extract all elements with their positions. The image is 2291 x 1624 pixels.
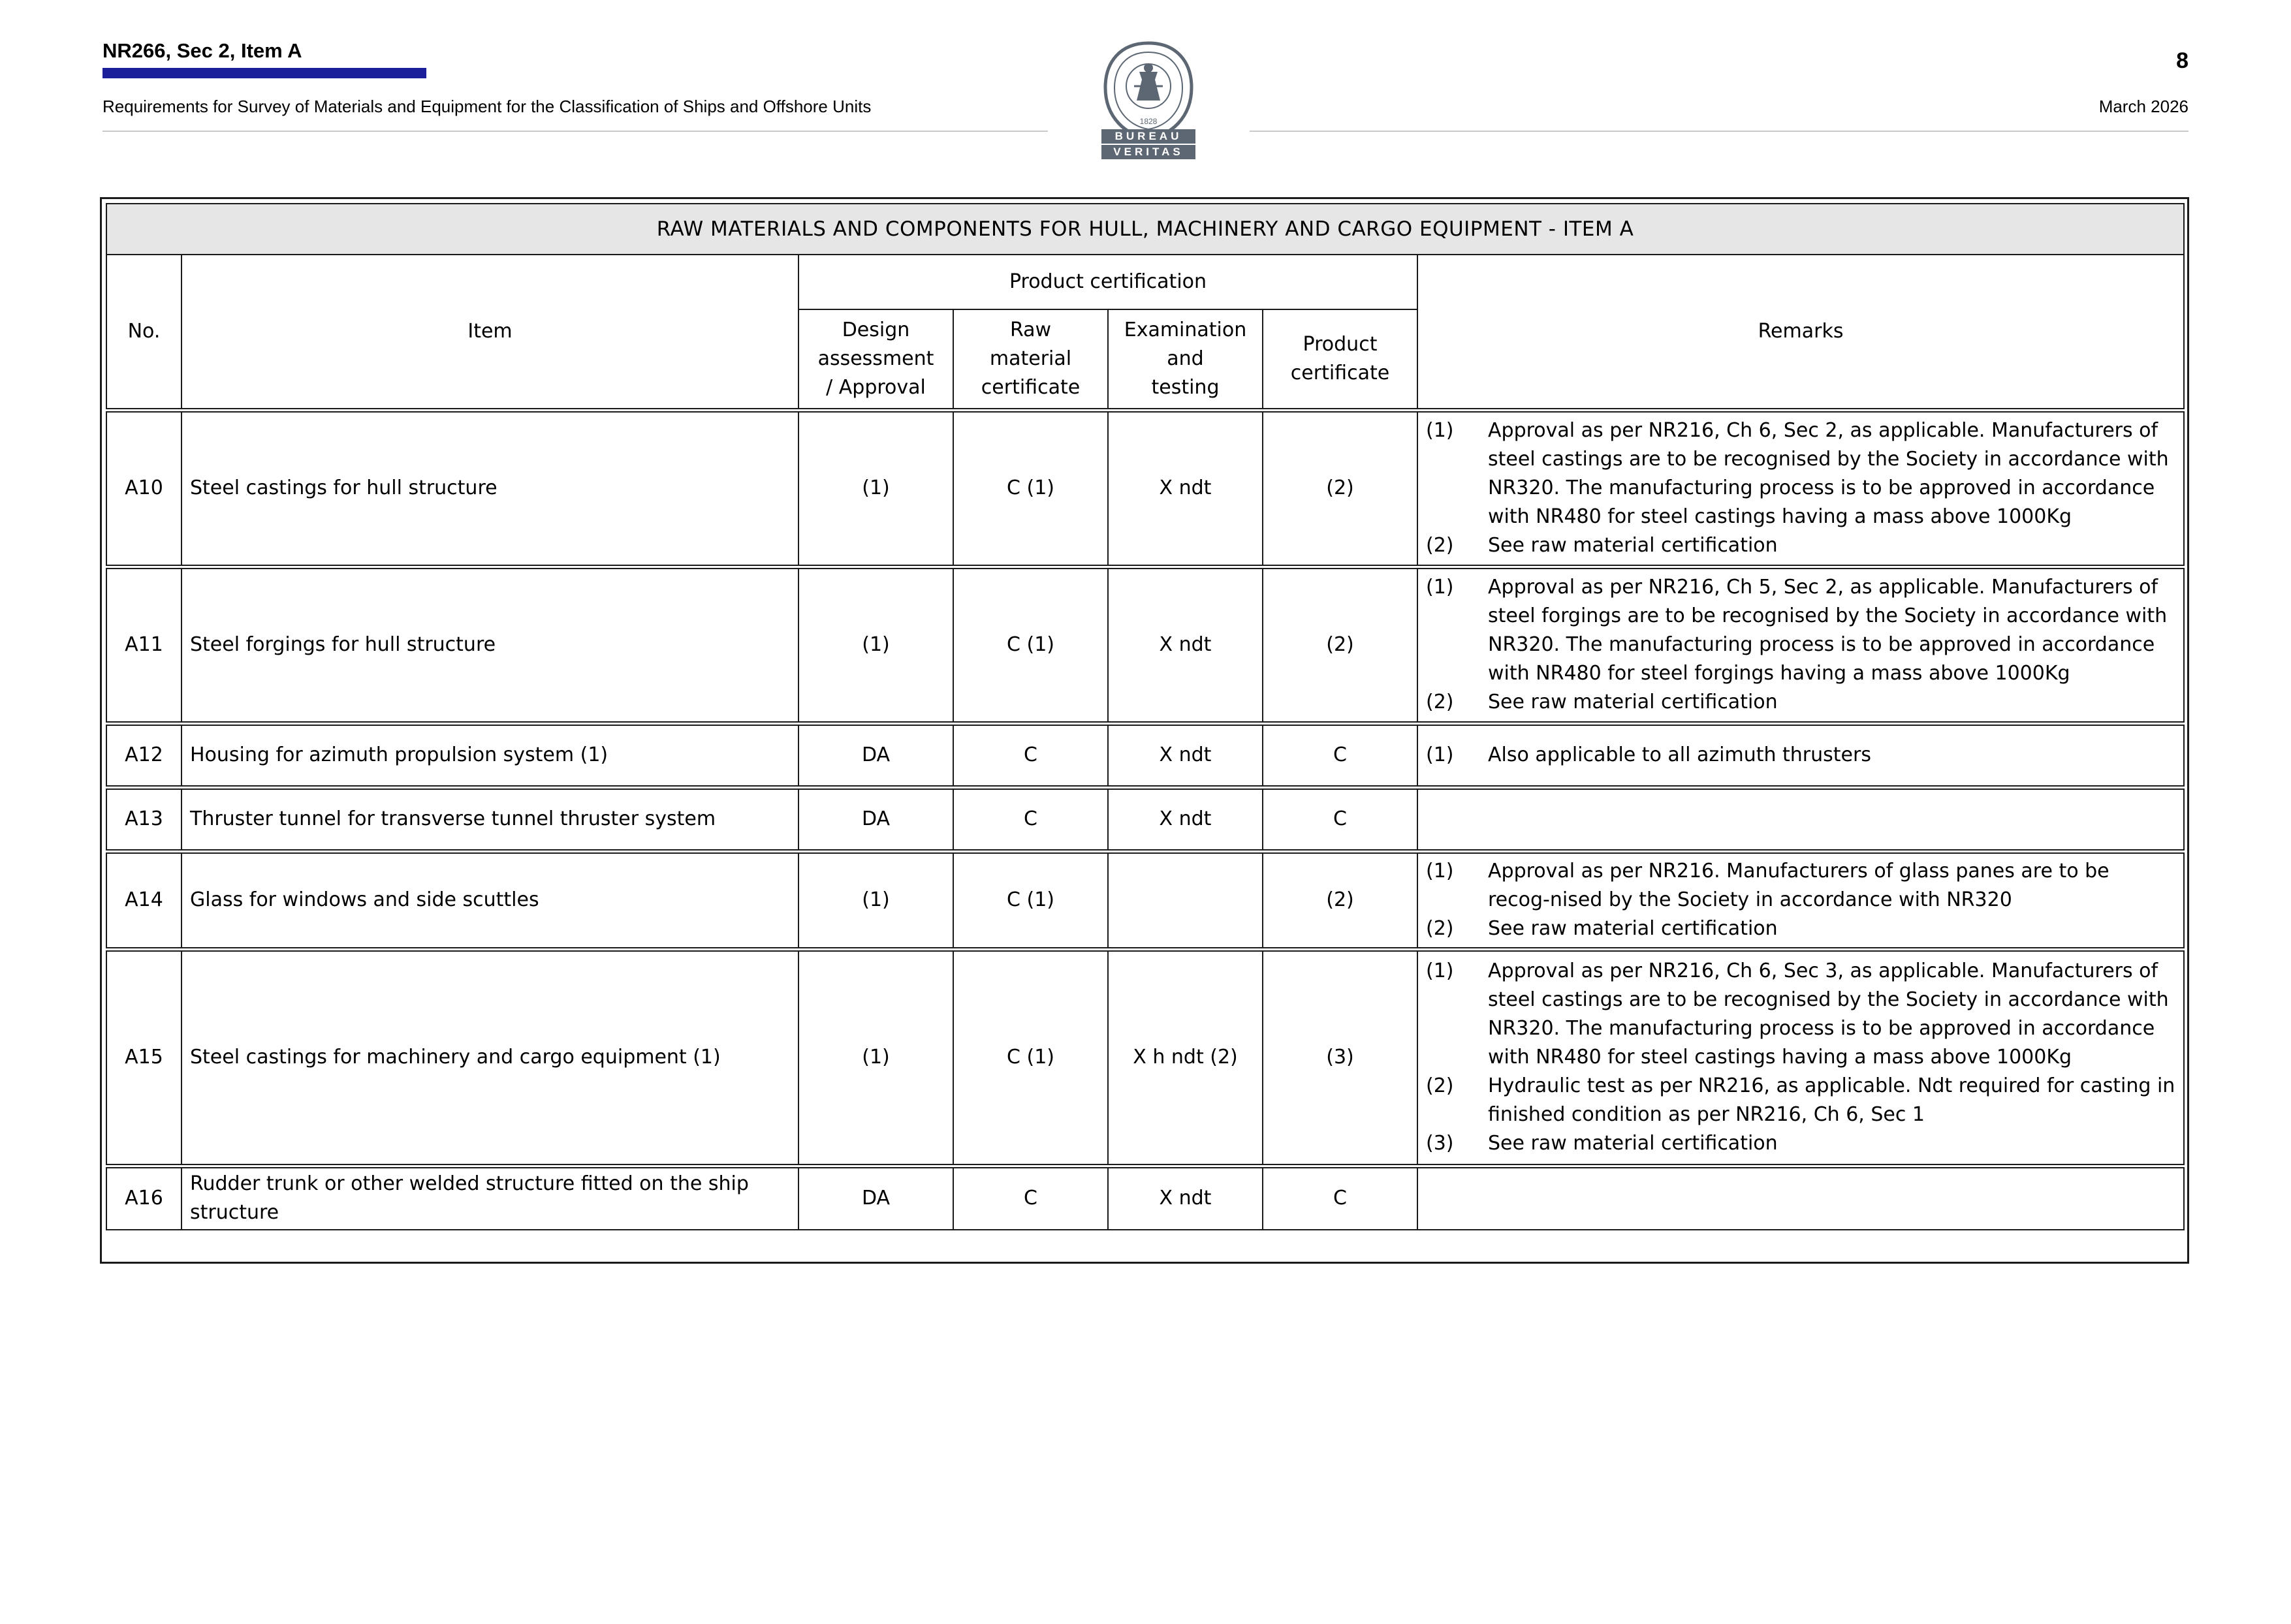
row-product-certificate: C (1263, 723, 1417, 787)
row-product-certificate: C (1263, 1166, 1417, 1230)
table-row (106, 1166, 2184, 1230)
remark-number: (2) (1426, 534, 1454, 557)
remark-number: (2) (1426, 917, 1454, 940)
logo-year: 1828 (1139, 117, 1158, 126)
row-item: Steel castings for hull structure (182, 410, 798, 567)
remark-text: Hydraulic test as per NR216, as applicable. Ndt required for casting in finished condition as per NR216, Ch 6, Sec 1 (1488, 1074, 2175, 1126)
header-line: and (1167, 347, 1204, 370)
row-design-assessment: (1) (798, 410, 953, 567)
row-remarks (1417, 723, 2184, 787)
table-title: RAW MATERIALS AND COMPONENTS FOR HULL, MACHINERY AND CARGO EQUIPMENT - ITEM A (106, 204, 2184, 255)
row-raw-material: C (1) (953, 949, 1108, 1166)
remark (1426, 857, 2175, 914)
remark-text: Approval as per NR216, Ch 6, Sec 2, as applicable. Manufacturers of steel castings are to be recognised by the Society in accordance with NR320. The manufacturing process is to be approved in accordance with NR480 for steel castings having a mass above 1000Kg (1488, 419, 2169, 528)
column-header-design-assessment (798, 309, 953, 410)
row-examination (1108, 851, 1263, 949)
remark (1426, 531, 2175, 560)
remark-text: Approval as per NR216. Manufacturers of glass panes are to be recog-nised by the Society in accordance with NR320 (1488, 860, 2109, 911)
row-number: A10 (106, 410, 182, 567)
row-design-assessment: DA (798, 787, 953, 851)
row-raw-material: C (1) (953, 567, 1108, 723)
header-line: assessment (817, 347, 934, 370)
row-raw-material: C (953, 1166, 1108, 1230)
bureau-veritas-logo-icon (1100, 40, 1197, 162)
row-examination: X ndt (1108, 410, 1263, 567)
row-number: A11 (106, 567, 182, 723)
remark (1426, 741, 2175, 770)
remark-text: See raw material certification (1488, 1132, 1778, 1155)
row-raw-material: C (1) (953, 851, 1108, 949)
header-line: Raw (1009, 318, 1052, 341)
row-product-certificate: (2) (1263, 851, 1417, 949)
column-header-examination-testing (1108, 309, 1263, 410)
row-raw-material: C (953, 723, 1108, 787)
remark-number: (1) (1426, 743, 1454, 766)
row-examination: X ndt (1108, 787, 1263, 851)
row-number: A14 (106, 851, 182, 949)
remark (1426, 573, 2175, 688)
logo-word-bureau: BUREAU (1101, 129, 1195, 144)
header-line: certificate (981, 375, 1081, 399)
row-item: Glass for windows and side scuttles (182, 851, 798, 949)
header-accent-bar (103, 68, 426, 78)
document-code: NR266, Sec 2, Item A (103, 39, 302, 62)
remark-text: Approval as per NR216, Ch 6, Sec 3, as applicable. Manufacturers of steel castings are to be recognised by the Society in accordance with NR320. The manufacturing process is to be approved in accordance with NR480 for steel castings having a mass above 1000Kg (1488, 960, 2169, 1069)
document-subtitle: Requirements for Survey of Materials and Equipment for the Classification of Ships and Offshore Units (103, 97, 872, 116)
row-item: Steel forgings for hull structure (182, 567, 798, 723)
header-line: Examination (1124, 318, 1247, 341)
remark-number: (2) (1426, 691, 1454, 713)
row-product-certificate: (2) (1263, 567, 1417, 723)
remark-text: See raw material certification (1488, 691, 1778, 713)
table-row (106, 410, 2184, 567)
row-examination: X ndt (1108, 567, 1263, 723)
row-remarks (1417, 851, 2184, 949)
remark-number: (1) (1426, 860, 1454, 882)
remark-text: Also applicable to all azimuth thrusters (1488, 743, 1871, 766)
remark-number: (1) (1426, 419, 1454, 442)
remark-text: Approval as per NR216, Ch 5, Sec 2, as applicable. Manufacturers of steel forgings are to be recognised by the Society in accordance with NR320. The manufacturing process is to be approved in accordance with NR480 for steel forgings having a mass above 1000Kg (1488, 576, 2168, 685)
header-line: material (989, 347, 1072, 370)
logo-word-veritas: VERITAS (1101, 145, 1195, 159)
remark-text: See raw material certification (1488, 534, 1778, 557)
document-date: March 2026 (2098, 97, 2188, 116)
remark-text: See raw material certification (1488, 917, 1778, 940)
row-remarks (1417, 410, 2184, 567)
remark (1426, 1129, 2175, 1158)
remark (1426, 914, 2175, 943)
column-header-item: Item (182, 255, 798, 410)
page-number: 8 (2176, 48, 2188, 73)
row-examination: X h ndt (2) (1108, 949, 1263, 1166)
row-item: Thruster tunnel for transverse tunnel thruster system (182, 787, 798, 851)
remark (1426, 957, 2175, 1072)
remark-number: (3) (1426, 1132, 1454, 1155)
remark (1426, 688, 2175, 717)
row-remarks (1417, 787, 2184, 851)
header-line: testing (1151, 375, 1220, 399)
row-item: Housing for azimuth propulsion system (1) (182, 723, 798, 787)
column-header-no: No. (106, 255, 182, 410)
row-design-assessment: (1) (798, 949, 953, 1166)
remark-number: (2) (1426, 1074, 1454, 1097)
row-remarks (1417, 567, 2184, 723)
column-header-raw-material-certificate (953, 309, 1108, 410)
remark (1426, 416, 2175, 531)
row-number: A12 (106, 723, 182, 787)
row-remarks (1417, 949, 2184, 1166)
row-item: Rudder trunk or other welded structure fitted on the ship structure (182, 1166, 798, 1230)
row-product-certificate: (3) (1263, 949, 1417, 1166)
row-raw-material: C (1) (953, 410, 1108, 567)
table-row (106, 949, 2184, 1166)
row-item: Steel castings for machinery and cargo equipment (1) (182, 949, 798, 1166)
row-number: A16 (106, 1166, 182, 1230)
header-line: certificate (1290, 361, 1390, 384)
table-row (106, 851, 2184, 949)
header-rule-left (103, 131, 1048, 132)
column-header-product-certificate (1263, 309, 1417, 410)
table-row (106, 787, 2184, 851)
header-line: Design (842, 318, 910, 341)
column-header-remarks: Remarks (1417, 255, 2184, 410)
row-number: A13 (106, 787, 182, 851)
remark-number: (1) (1426, 960, 1454, 982)
row-examination: X ndt (1108, 723, 1263, 787)
row-remarks (1417, 1166, 2184, 1230)
table-row (106, 723, 2184, 787)
row-raw-material: C (953, 787, 1108, 851)
certification-table (106, 203, 2185, 1230)
row-design-assessment: (1) (798, 567, 953, 723)
row-product-certificate: (2) (1263, 410, 1417, 567)
row-design-assessment: DA (798, 1166, 953, 1230)
remark (1426, 1072, 2175, 1129)
row-number: A15 (106, 949, 182, 1166)
header-rule-right (1250, 131, 2188, 132)
table-row (106, 567, 2184, 723)
row-product-certificate: C (1263, 787, 1417, 851)
header-line: Product (1303, 332, 1378, 356)
row-design-assessment: (1) (798, 851, 953, 949)
row-examination: X ndt (1108, 1166, 1263, 1230)
column-header-product-certification: Product certification (798, 255, 1417, 309)
header-line: / Approval (826, 375, 926, 399)
row-design-assessment: DA (798, 723, 953, 787)
remark-number: (1) (1426, 576, 1454, 599)
